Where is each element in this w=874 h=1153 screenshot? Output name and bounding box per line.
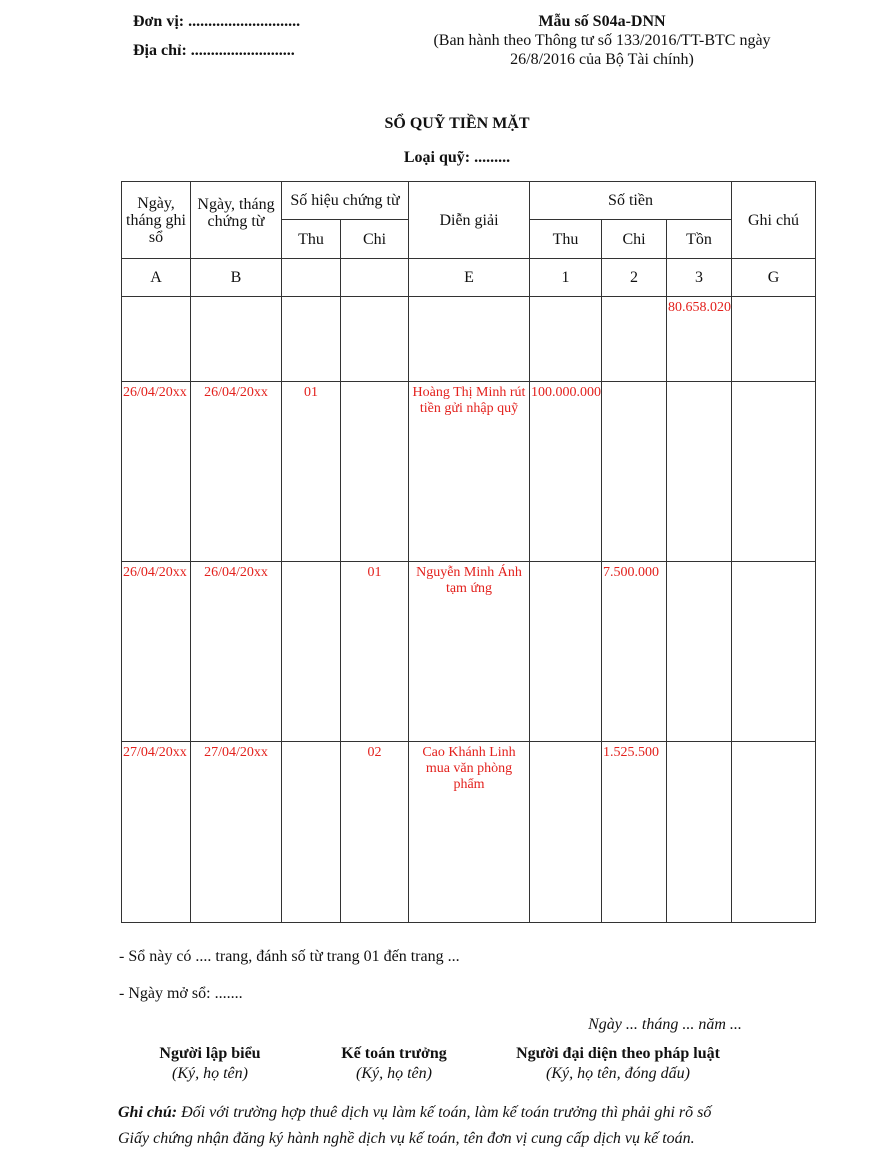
signer-title: Người đại diện theo pháp luật xyxy=(516,1045,720,1062)
code-cell: A xyxy=(122,259,191,297)
header-doc-number: Số hiệu chứng từ xyxy=(282,182,409,220)
row-amt-balance xyxy=(667,562,732,742)
signer-title: Kế toán trưởng xyxy=(341,1045,447,1062)
header-doc-in: Thu xyxy=(282,220,341,259)
code-cell xyxy=(282,259,341,297)
row-amt-balance xyxy=(667,742,732,923)
row-amt-out xyxy=(602,382,667,562)
header-amt-out: Chi xyxy=(602,220,667,259)
signer-legal-representative xyxy=(488,1044,748,1084)
pages-note: - Sổ này có .... trang, đánh số từ trang 01 đến trang ... xyxy=(119,948,460,965)
footnote-label: Ghi chú: xyxy=(118,1104,178,1121)
opening-balance-row xyxy=(122,297,816,382)
open-date: - Ngày mở sổ: ....... xyxy=(119,985,243,1002)
header-doc-out: Chi xyxy=(341,220,409,259)
column-code-row xyxy=(122,259,816,297)
header-date-record: Ngày, tháng ghi sổ xyxy=(122,182,191,259)
header-note: Ghi chú xyxy=(732,182,816,259)
form-code: Mẫu số S04a-DNN xyxy=(538,13,666,30)
signer-chief-accountant xyxy=(304,1044,484,1084)
row-doc-out xyxy=(341,382,409,562)
row-date-record: 27/04/20xx xyxy=(122,742,191,923)
row-note xyxy=(732,562,816,742)
code-cell: G xyxy=(732,259,816,297)
issued-line-1: (Ban hành theo Thông tư số 133/2016/TT-BTC ngày xyxy=(433,32,771,49)
row-description: Cao Khánh Linh mua văn phòng phẩm xyxy=(409,742,530,923)
table-row xyxy=(122,382,816,562)
code-cell: B xyxy=(191,259,282,297)
row-description: Nguyễn Minh Ánh tạm ứng xyxy=(409,562,530,742)
code-cell: 2 xyxy=(602,259,667,297)
issued-line-2: 26/8/2016 của Bộ Tài chính) xyxy=(510,51,694,68)
code-cell: E xyxy=(409,259,530,297)
signer-preparer xyxy=(120,1044,300,1084)
row-amt-out: 7.500.000 xyxy=(602,562,667,742)
row-date-record: 26/04/20xx xyxy=(122,562,191,742)
unit-label: Đơn vị: ............................ xyxy=(133,13,301,30)
row-doc-in xyxy=(282,742,341,923)
row-description: Hoàng Thị Minh rút tiền gửi nhập quỹ xyxy=(409,382,530,562)
row-doc-out: 02 xyxy=(341,742,409,923)
header-description: Diễn giải xyxy=(409,182,530,259)
row-doc-out: 01 xyxy=(341,562,409,742)
row-date-doc: 26/04/20xx xyxy=(191,562,282,742)
row-amt-in xyxy=(530,562,602,742)
header-amount: Số tiền xyxy=(530,182,732,220)
row-amt-balance xyxy=(667,382,732,562)
address-label: Địa chỉ: .......................... xyxy=(133,42,295,59)
table-row xyxy=(122,562,816,742)
header-amt-balance: Tồn xyxy=(667,220,732,259)
page-title: SỔ QUỸ TIỀN MẶT xyxy=(384,115,530,132)
row-amt-out: 1.525.500 xyxy=(602,742,667,923)
code-cell: 1 xyxy=(530,259,602,297)
signer-sub: (Ký, họ tên, đóng dấu) xyxy=(546,1065,690,1082)
form-info xyxy=(400,13,804,69)
row-doc-in xyxy=(282,562,341,742)
footnote-text-1: Đối với trường hợp thuê dịch vụ làm kế toán, làm kế toán trưởng thì phải ghi rõ số xyxy=(177,1104,712,1121)
row-date-doc: 27/04/20xx xyxy=(191,742,282,923)
signer-sub: (Ký, họ tên) xyxy=(356,1065,432,1082)
row-note xyxy=(732,742,816,923)
row-date-doc: 26/04/20xx xyxy=(191,382,282,562)
row-amt-in xyxy=(530,742,602,923)
footnote xyxy=(118,1100,838,1152)
signer-title: Người lập biểu xyxy=(159,1045,261,1062)
code-cell xyxy=(341,259,409,297)
header-date-doc: Ngày, tháng chứng từ xyxy=(191,182,282,259)
date-line: Ngày ... tháng ... năm ... xyxy=(588,1016,742,1033)
code-cell: 3 xyxy=(667,259,732,297)
row-note xyxy=(732,382,816,562)
row-doc-in: 01 xyxy=(282,382,341,562)
signer-sub: (Ký, họ tên) xyxy=(172,1065,248,1082)
cash-ledger-table xyxy=(121,181,816,923)
footnote-text-2: Giấy chứng nhận đăng ký hành nghề dịch vụ kế toán, tên đơn vị cung cấp dịch vụ kế toán. xyxy=(118,1130,695,1147)
row-date-record: 26/04/20xx xyxy=(122,382,191,562)
fund-type: Loại quỹ: ......... xyxy=(403,149,511,166)
header-amt-in: Thu xyxy=(530,220,602,259)
opening-balance: 80.658.020 xyxy=(667,297,732,382)
row-amt-in: 100.000.000 xyxy=(530,382,602,562)
table-row xyxy=(122,742,816,923)
